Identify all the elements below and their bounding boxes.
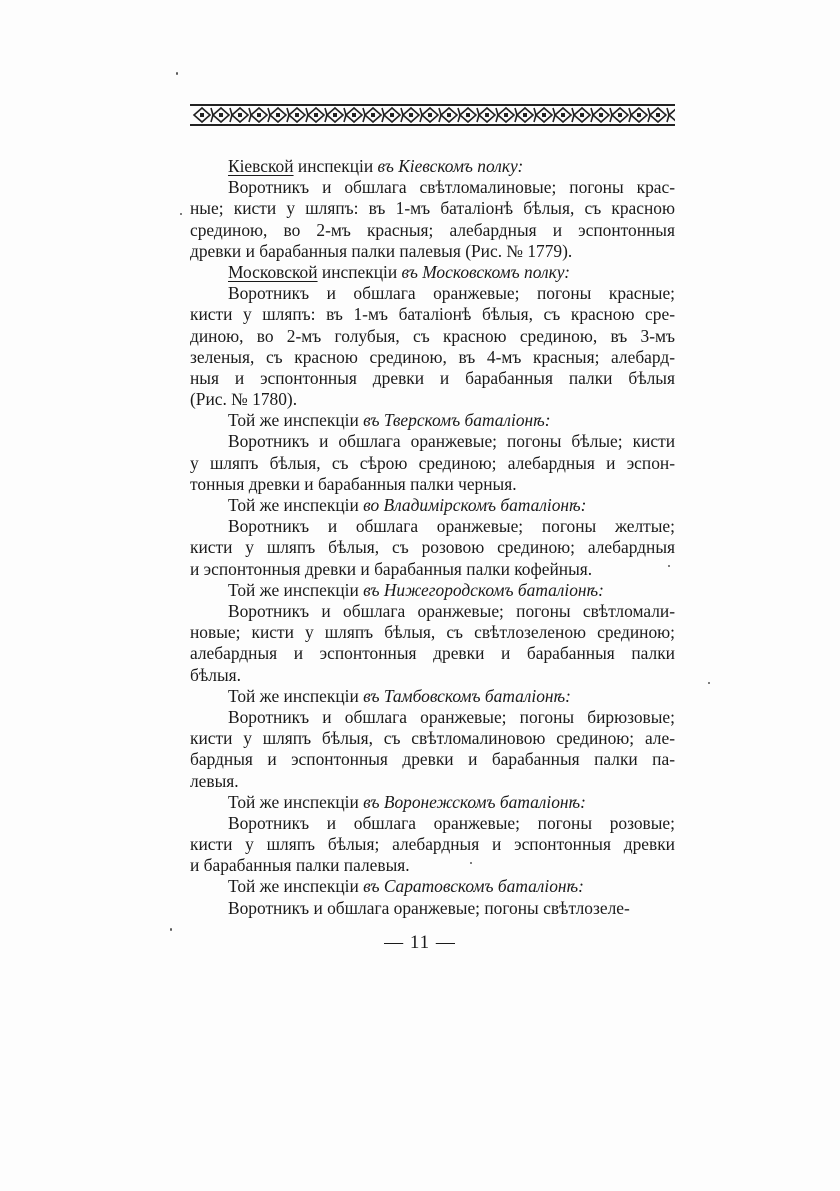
heading-connector: инспекціи [317,261,402,282]
heading-inspection: Той же инспекціи [228,410,364,431]
uniform-description [190,898,675,919]
section-heading [190,580,675,601]
text-line: древки и барабанныя палки палевыя (Рис. № 1779). [190,240,573,261]
heading-inspection: Той же инспекціи [228,495,364,516]
text-line: левыя. [190,770,239,791]
section-heading [190,410,675,431]
text-line: и барабанныя палки палевыя. [190,855,410,876]
text-line: ныя и эспонтонныя древки и барабанныя палки бѣлыя [190,367,675,388]
text-line: Воротникъ и обшлага оранжевые; погоны свѣтлозеле- [228,897,630,918]
scan-speck [708,682,710,684]
heading-unit-name: въ Тамбовскомъ баталіонѣ: [363,685,571,706]
scan-speck [176,72,178,75]
text-line: Воротникъ и обшлага оранжевые; погоны розовые; [228,812,675,833]
page-number: — 11 — [384,932,456,953]
heading-inspection: Кіевской [228,156,294,176]
decorative-header-band [190,102,675,128]
section-heading [190,792,675,813]
uniform-description [190,601,675,686]
heading-inspection: Той же инспекціи [228,791,364,812]
heading-inspection: Той же инспекціи [228,579,364,600]
uniform-description [190,177,675,262]
text-line: новые; кисти у шляпъ бѣлыя, съ свѣтлозеленою срединою; [190,622,675,643]
text-line: кисти у шляпъ бѣлыя, съ розовою срединою; алебардныя [190,537,675,558]
heading-inspection: Московской [228,261,318,282]
heading-inspection: Той же инспекціи [228,685,364,706]
scan-speck [170,928,172,931]
text-line: у шляпъ бѣлыя, съ сѣрою срединою; алебардныя и эспон- [190,452,675,473]
text-line: Воротникъ и обшлага свѣтломалиновые; погоны крас- [228,177,675,198]
text-line: кисти у шляпъ бѣлыя; алебардныя и эспонтонныя древки [190,834,675,855]
uniform-description [190,707,675,792]
uniform-description [190,516,675,580]
section-heading [190,495,675,516]
uniform-description [190,813,675,877]
text-line: Воротникъ и обшлага оранжевые; погоны свѣтломали- [228,601,675,622]
text-line: кисти у шляпъ бѣлыя, съ свѣтломалиновою срединою; але- [190,728,675,749]
text-line: алебардныя и эспонтонныя древки и барабанныя палки [190,643,675,664]
heading-unit-name: въ Кіевскомъ полку: [377,156,524,176]
text-line: Воротникъ и обшлага оранжевые; погоны красные; [228,283,675,304]
heading-unit-name: во Владимірскомъ баталіонѣ: [363,495,587,516]
text-line: тонныя древки и барабанныя палки черныя. [190,473,517,494]
text-line: Воротникъ и обшлага оранжевые; погоны бѣлые; кисти [228,431,675,452]
scan-speck [668,565,670,567]
text-line: зеленыя, съ красною срединою, въ 4-мъ красныя; алебард- [190,346,675,367]
section-heading [190,156,675,177]
heading-unit-name: въ Московскомъ полку: [401,261,570,282]
text-line: (Рис. № 1780). [190,389,298,410]
heading-unit-name: въ Воронежскомъ баталіонѣ: [363,791,586,812]
uniform-description [190,431,675,495]
heading-inspection: Той же инспекціи [228,876,364,897]
uniform-description [190,283,675,410]
text-line: кисти у шляпъ: въ 1-мъ баталіонѣ бѣлыя, съ красною сре- [190,304,675,325]
text-line: срединою, во 2-мъ красныя; алебардныя и эспонтонныя [190,219,675,240]
heading-unit-name: въ Саратовскомъ баталіонѣ: [363,876,584,897]
section-heading [190,686,675,707]
text-line: Воротникъ и обшлага оранжевые; погоны желтые; [228,516,675,537]
scan-speck [470,862,472,864]
text-line: бардныя и эспонтонныя древки и барабанныя палки па- [190,749,675,770]
text-block [190,156,675,919]
text-line: диною, во 2-мъ голубыя, съ красною срединою, въ 3-мъ [190,325,675,346]
section-heading [190,876,675,897]
text-line: Воротникъ и обшлага оранжевые; погоны бирюзовые; [228,706,675,727]
text-line: бѣлыя. [190,664,242,685]
heading-unit-name: въ Тверскомъ баталіонѣ: [363,410,551,431]
heading-connector: инспекціи [293,156,378,176]
scan-speck [180,213,182,215]
heading-unit-name: въ Нижегородскомъ баталіонѣ: [363,579,604,600]
section-heading [190,262,675,283]
text-line: ные; кисти у шляпъ: въ 1-мъ баталіонѣ бѣлыя, съ красною [190,198,675,219]
text-line: и эспонтонныя древки и барабанныя палки кофейныя. [190,558,593,579]
